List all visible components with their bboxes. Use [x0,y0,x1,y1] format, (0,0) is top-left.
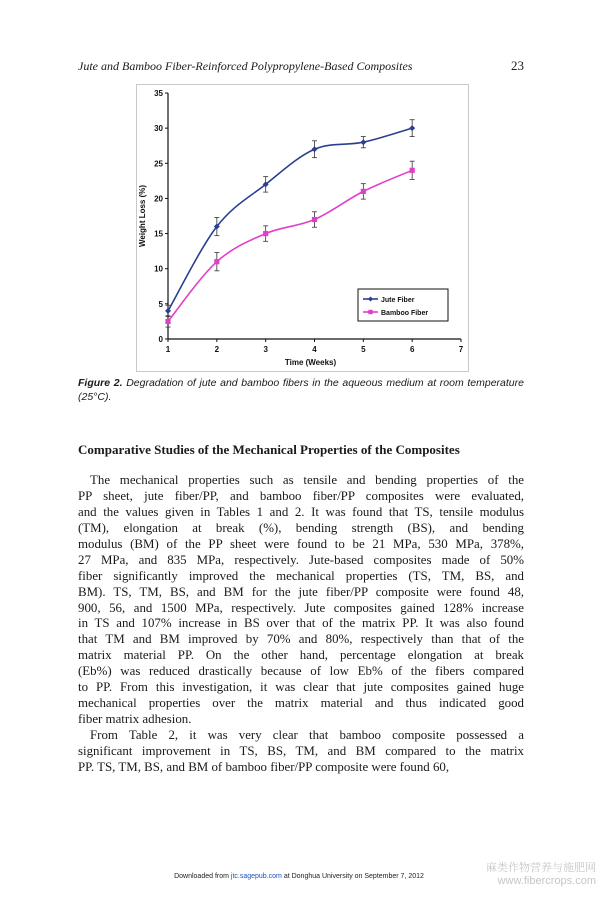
body-line: 27 MPa, and 835 MPa, respectively. Jute-based composites made of 50% [78,552,524,567]
footer-prefix: Downloaded from [174,873,231,880]
data-point-bamboo [214,259,219,264]
legend-label: Jute Fiber [381,296,415,304]
body-text [78,473,524,776]
page-number: 23 [511,58,524,73]
y-tick-label: 15 [154,229,163,239]
body-line: The mechanical properties such as tensile and bending properties of the [90,473,524,487]
data-point-bamboo [410,168,415,173]
figure-caption-text: Degradation of jute and bamboo fibers in the aqueous medium at room temperature (25°C). [78,377,524,403]
body-line: PP. TS, TM, BS, and BM of bamboo fiber/PP composite were found 60, [78,759,450,774]
watermark-line-2: www.fibercrops.com [497,875,596,887]
watermark [472,862,596,888]
running-header [78,59,524,77]
body-line: significant improvement in TS, BS, TM, and BM compared to the matrix [78,743,524,758]
body-line: (Eb%) was reduced drastically because of low Eb% of the fibers compared [78,664,524,679]
figure-caption-label: Figure 2. [78,377,123,389]
y-tick-label: 30 [154,124,163,134]
footer-link[interactable]: jtc.sagepub.com [230,873,282,880]
body-line: fiber significantly improved the mechanical properties (TS, TM, BS, and [78,568,524,583]
data-point-bamboo [312,217,317,222]
y-tick-label: 25 [154,159,163,169]
x-tick-label: 5 [361,345,366,354]
running-title: Jute and Bamboo Fiber-Reinforced Polypropylene-Based Composites [78,59,413,73]
body-line: matrix material PP. On the other hand, percentage elongation at break [78,648,524,663]
x-tick-label: 6 [409,345,415,354]
x-axis-label: Time (Weeks) [284,358,337,367]
body-line: BM). TS, TM, BS, and BM for the jute fiber/PP composite were found 48, [78,584,524,599]
x-tick-label: 3 [263,345,268,354]
footer-suffix: at Donghua University on September 7, 2012 [281,873,424,880]
y-tick-label: 20 [154,194,163,204]
figure-caption [78,376,524,404]
body-line: that TM and BM improved by 70% and 80%, respectively than that of the [78,632,524,647]
body-line: and the values given in Tables 1 and 2. It was found that TS, tensile modulus [78,504,524,519]
y-tick-label: 10 [154,264,163,274]
body-line: PP sheet, jute fiber/PP, and bamboo fiber/PP composites were evaluated, [78,488,524,503]
data-point-bamboo [361,189,366,194]
body-line: fiber matrix adhesion. [78,712,192,727]
body-line: modulus (BM) of the PP sheet were found to be 21 MPa, 530 MPa, 378%, [78,536,524,551]
x-tick-label: 7 [458,345,464,354]
y-axis-label: Weight Loss (%) [138,184,147,248]
body-line: mechanical properties over the matrix material and thus indicated good [78,696,524,711]
data-point-bamboo [165,319,170,324]
body-line: From Table 2, it was very clear that bamboo composite possessed a [90,728,524,742]
body-line: in TS and 107% increase in BS over that of the matrix PP. It was also found [78,616,524,631]
y-tick-label: 35 [154,89,163,98]
watermark-line-1: 麻类作物营养与施肥网 [486,862,596,874]
body-line: to PP. From this investigation, it was clear that jute composites gained huge [78,680,524,695]
legend-marker [368,310,372,314]
chart-frame [137,85,469,372]
data-point-bamboo [263,231,268,236]
section-heading: Comparative Studies of the Mechanical Properties of the Composites [78,442,460,457]
y-tick-label: 0 [158,335,163,344]
figure-2 [136,84,469,372]
weight-loss-chart [136,84,469,372]
x-tick-label: 4 [312,345,317,354]
body-line: (TM), elongation at break (%), bending strength (BS), and bending [78,520,524,535]
body-line: 900, 56, and 1500 MPa, respectively. Jute composites gained 128% increase [78,600,524,615]
x-tick-label: 1 [165,345,171,354]
legend-label: Bamboo Fiber [381,309,429,317]
y-tick-label: 5 [158,299,163,309]
x-tick-label: 2 [214,345,220,354]
